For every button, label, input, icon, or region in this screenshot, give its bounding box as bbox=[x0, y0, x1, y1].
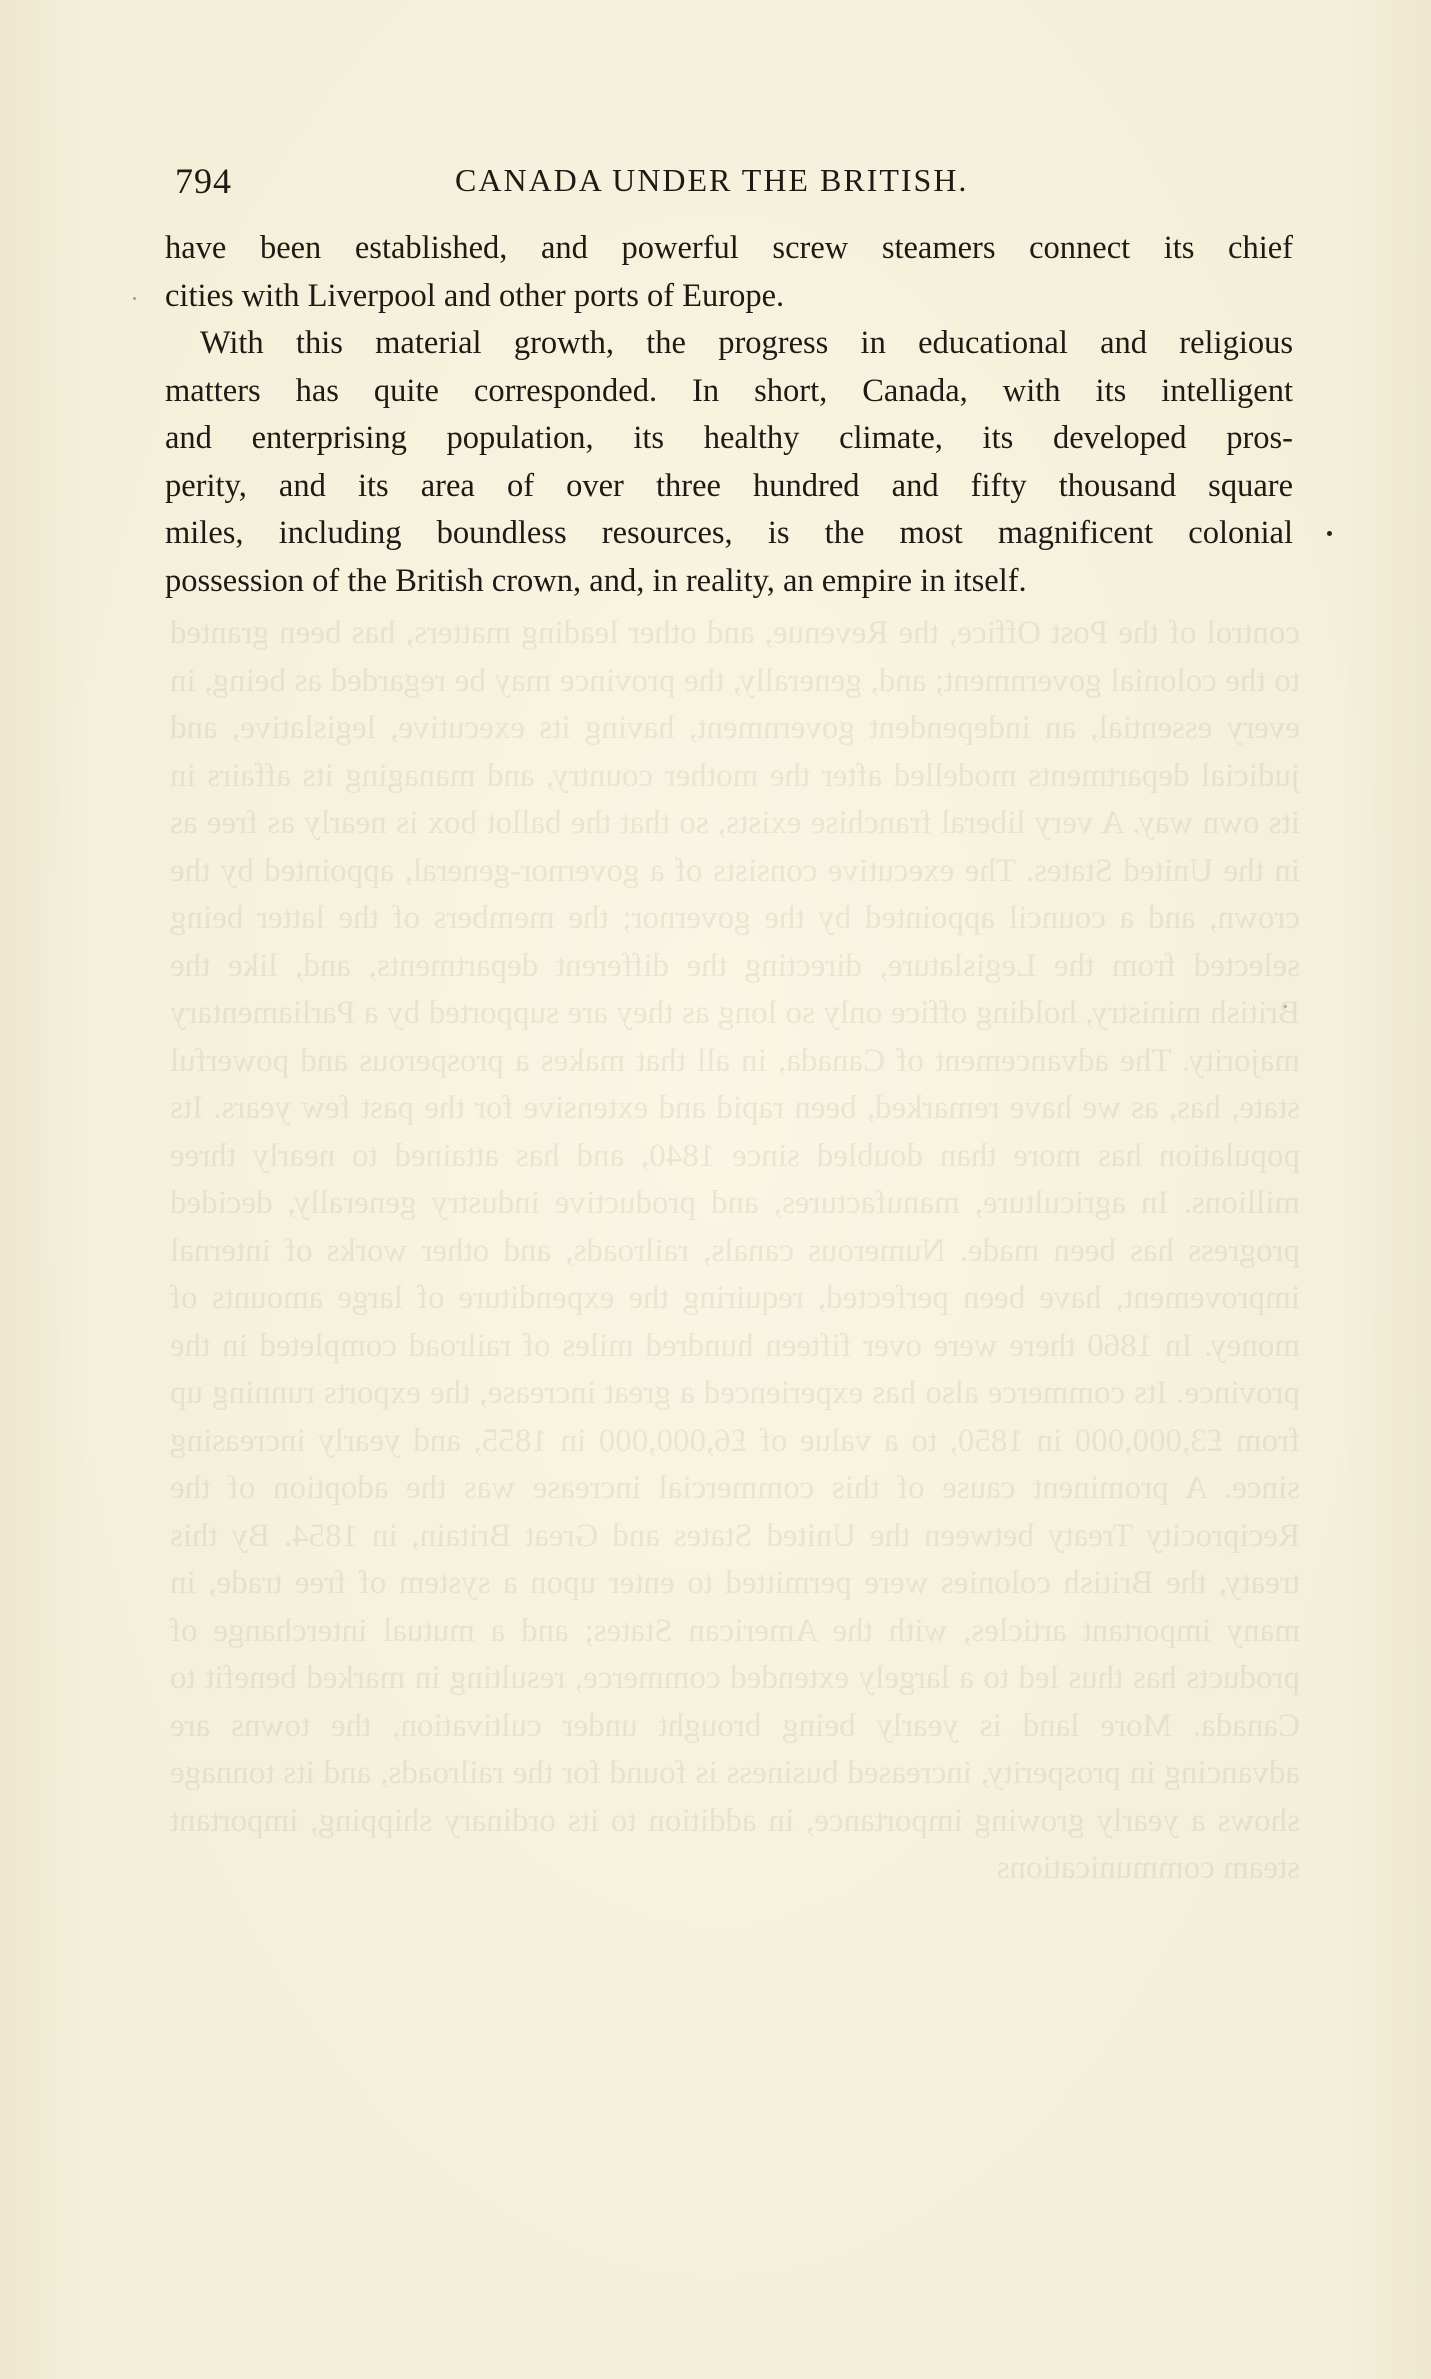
running-head bbox=[165, 160, 1295, 204]
page-number: 794 bbox=[175, 161, 232, 201]
paragraph-1-line-2: cities with Liverpool and other ports of Europe. bbox=[165, 277, 785, 314]
ink-speck bbox=[1284, 1005, 1287, 1008]
body-text bbox=[165, 225, 1293, 605]
ink-speck bbox=[133, 297, 136, 300]
bleed-through-text: control of the Post Office, the Revenue, and other leading matters, has been granted to the colonial government; and, generally, the province may be regarded as being, in every essential, an independent government, having its executive, legislative, and judicial departments modelled after the mother country, and managing its affairs in its own way. A very liberal franchise exists, so that the ballot box is nearly as free as in the United States. The executive consists of a governor-general, appointed by the crown, and a council appointed by the governor; the members of the latter being selected from the Legislature, directing the different departments, and, like the British ministry, holding office only so long as they are supported by a Parliamentary majority. The advancement of Canada, in all that makes a prosperous and powerful state, has, as we have remarked, been rapid and extensive for the past few years. Its population has more than doubled since 1840, and has attained to nearly three millions. In agriculture, manufactures, and productive industry generally, decided progress has been made. Numerous canals, railroads, and other works of internal improvement, have been perfected, requiring the expenditure of large amounts of money. In 1860 there were over fifteen hundred miles of railroad completed in the province. Its commerce also has experienced a great increase, the exports running up from £3,000,000 in 1850, to a value of £6,000,000 in 1855, and yearly increasing since. A prominent cause of this commercial increase was the adoption of the Reciprocity Treaty between the United States and Great Britain, in 1854. By this treaty, the British colonies were permitted to enter upon a system of free trade, in many important articles, with the American States; and a mutual interchange of products has thus led to a largely extended commerce, resulting in marked benefit to Canada. More land is yearly being brought under cultivation, the towns are advancing in prosperity, increased business is found for the railroads, and its tonnage shows a yearly growing importance, in addition to its ordinary shipping, important steam communications bbox=[170, 615, 1300, 1886]
running-title: CANADA UNDER THE BRITISH. bbox=[455, 162, 969, 198]
paragraph-2-line-2: matters has quite corresponded. In short, Canada, with its intelligent bbox=[165, 372, 1293, 409]
paragraph-2-line-4: perity, and its area of over three hundred and fifty thousand square bbox=[165, 467, 1293, 504]
paragraph-2-line-5: miles, including boundless resources, is the most magnificent colonial bbox=[165, 515, 1293, 551]
paragraph-1-line-1: have been established, and powerful screw steamers connect its chief bbox=[165, 230, 1293, 266]
ink-speck bbox=[1327, 531, 1332, 536]
paragraph-2-line-6: possession of the British crown, and, in reality, an empire in itself. bbox=[165, 562, 1027, 599]
paragraph-2-line-1: With this material growth, the progress in educational and religious bbox=[200, 325, 1293, 361]
paragraph-2-line-3: and enterprising population, its healthy climate, its developed pros- bbox=[165, 420, 1293, 456]
